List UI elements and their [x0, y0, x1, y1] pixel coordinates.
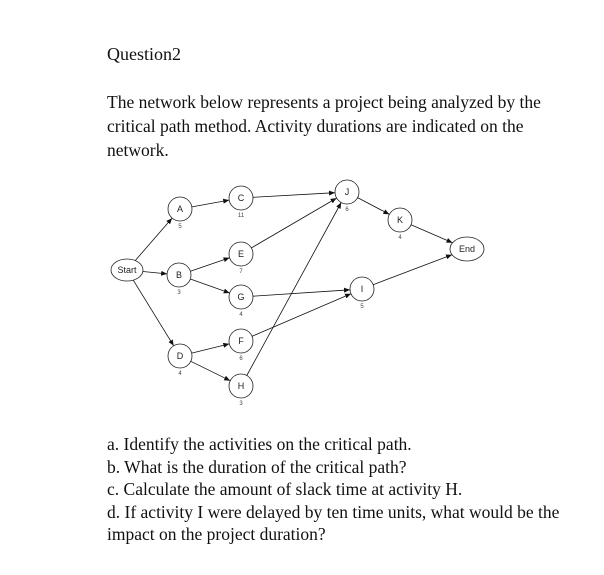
- edge-a-to-c: [192, 200, 229, 207]
- node-label-g: G: [237, 292, 245, 302]
- duration-label-k: 4: [398, 235, 402, 241]
- duration-label-e: 7: [239, 269, 243, 275]
- question-item-c: c. Calculate the amount of slack time at activity H.: [107, 479, 463, 499]
- duration-label-c: 11: [237, 213, 245, 219]
- question-item-a: a. Identify the activities on the critical path.: [107, 434, 412, 454]
- question-list: [107, 433, 587, 546]
- node-g: [229, 285, 253, 318]
- duration-label-h: 3: [239, 401, 243, 407]
- duration-label-j: 6: [345, 207, 349, 213]
- node-label-e: E: [237, 249, 245, 259]
- edge-f-to-i: [252, 294, 351, 337]
- edge-c-to-j: [253, 193, 335, 198]
- duration-label-a: 5: [178, 224, 182, 230]
- node-label-i: I: [360, 284, 364, 294]
- node-label-end: End: [458, 244, 476, 254]
- node-start: [111, 259, 143, 281]
- node-label-start: Start: [117, 265, 137, 275]
- edge-start-to-b: [143, 272, 167, 274]
- node-e: [229, 242, 253, 275]
- node-label-h: H: [237, 381, 245, 391]
- node-end: [450, 237, 484, 261]
- duration-label-b: 3: [177, 290, 181, 296]
- edge-b-to-e: [190, 258, 229, 271]
- edge-i-to-end: [373, 255, 452, 285]
- edge-d-to-f: [192, 344, 230, 353]
- edge-d-to-h: [191, 361, 230, 380]
- question-item-b: b. What is the duration of the critical path?: [107, 456, 407, 477]
- node-label-k: K: [396, 215, 404, 225]
- duration-label-g: 4: [239, 312, 243, 318]
- node-f: [229, 329, 253, 362]
- edge-start-to-d: [133, 280, 174, 346]
- question-item-d: d. If activity I were delayed by ten time units, what would be the impact on the project duration?: [107, 501, 560, 544]
- question-title: Question2: [107, 44, 181, 64]
- node-label-d: D: [176, 351, 184, 361]
- node-h: [229, 374, 253, 407]
- node-label-c: C: [237, 193, 245, 203]
- duration-label-f: 6: [239, 356, 243, 362]
- node-label-j: J: [344, 187, 350, 197]
- node-k: [388, 208, 412, 241]
- edge-start-to-a: [135, 218, 172, 261]
- edge-g-to-i: [253, 290, 350, 296]
- question-intro: The network below represents a project being analyzed by the critical path method. Activity durations are indicated on the network.: [107, 92, 541, 160]
- edge-j-to-k: [358, 198, 390, 215]
- node-label-f: F: [238, 336, 244, 346]
- node-c: [229, 186, 253, 219]
- duration-label-i: 5: [360, 304, 364, 310]
- node-i: [350, 277, 374, 310]
- node-b: [167, 263, 191, 296]
- node-d: [168, 344, 192, 377]
- edge-b-to-g: [190, 279, 229, 293]
- edge-h-to-j: [247, 203, 341, 376]
- node-label-b: B: [175, 270, 183, 280]
- node-label-a: A: [176, 204, 184, 214]
- edge-k-to-end: [411, 225, 453, 243]
- node-a: [168, 197, 192, 230]
- duration-label-d: 4: [178, 371, 182, 377]
- edge-e-to-j: [251, 198, 336, 248]
